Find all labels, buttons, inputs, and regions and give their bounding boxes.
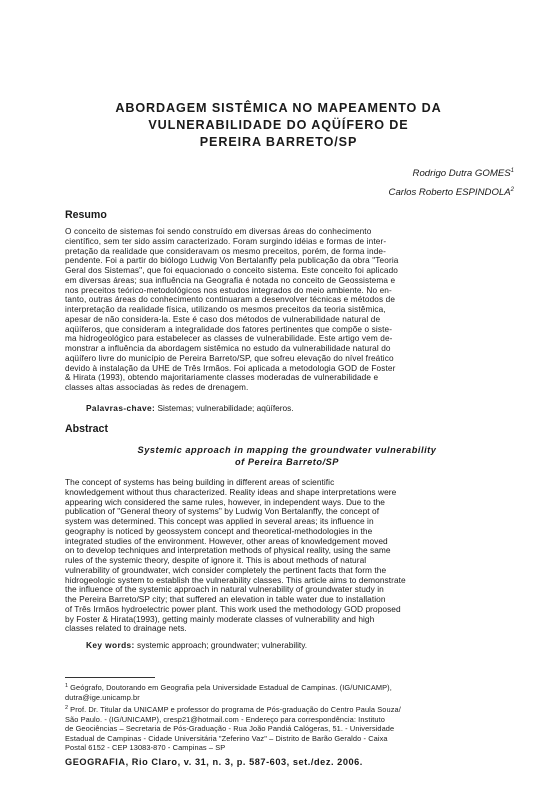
abstract-title-line: Systemic approach in mapping the groundwater vulnerability <box>137 445 437 455</box>
footnote <box>65 682 509 702</box>
resumo-keywords <box>86 403 294 413</box>
footnote-mark: 1 <box>65 683 69 689</box>
footnote-mark: 1 <box>510 168 514 174</box>
author-name: Rodrigo Dutra GOMES <box>412 168 511 179</box>
footnote-mark: 2 <box>65 705 69 711</box>
author-name: Carlos Roberto ESPINDOLA <box>388 187 511 198</box>
author <box>389 163 514 182</box>
author <box>389 182 514 201</box>
keywords-label: Key words: <box>86 640 135 650</box>
keywords-text: systemic approach; groundwater; vulnerability. <box>137 640 308 650</box>
journal-citation: GEOGRAFIA, Rio Claro, v. 31, n. 3, p. 587-603, set./dez. 2006. <box>65 757 363 767</box>
resumo-heading: Resumo <box>65 209 107 221</box>
title-line: PEREIRA BARRETO/SP <box>199 135 358 149</box>
resumo-text: O conceito de sistemas foi sendo construído em diversas áreas do conhecimento científico, sem ter sido assim caracterizado. Foram surgindo idéias e formas de inter- pretação da realidade que consideravam os mesmo preceitos, porém, de forma inde- pendente. Foi a partir do biólogo Ludwig Von Bertalanffy pela publicação da obra "Teoria Geral dos Sistemas", que foi equacionado o conceito sistema. Este conceito foi aplicado em diversas áreas; sua influência na Geografia é notada no conceito de Geossistema e nos preceitos teórico-metodológicos nos estudos integrados do meio ambiente. No en- tanto, outras áreas do conhecimento continuaram a desenvolver técnicas e métodos de interpretação da realidade física, utilizando os mesmos preceitos da teoria sistêmica, apesar de não considera-la. Este é caso dos métodos de vulnerabilidade natural de aqüíferos, que consideram a integralidade dos fatores pertinentes que compõe o siste- ma hidrogeológico para estabelecer as classes de vulnerabilidade. Este artigo vem de- monstrar a influência da abordagem sistêmica no estudo da vulnerabilidade natural do aqüífero livre do município de Pereira Barreto/SP, que sofreu elevação do nível freático devido à instalação da UHE de Três Irmãos. Foi aplicada a metodologia GOD de Foster & Hirata (1993), obtendo majoritariamente classes moderadas de vulnerabilidade e classes altas associadas às redes de drenagem. <box>65 227 399 392</box>
abstract-heading: Abstract <box>65 423 108 435</box>
footnote-text: Geógrafo, Doutorando em Geografia pela Universidade Estadual de Campinas. (IG/UNICAMP), dutra@ige.unicamp.br <box>65 683 392 702</box>
footnote-mark: 2 <box>510 187 514 193</box>
author-list <box>389 163 514 201</box>
title-line: VULNERABILIDADE DO AQÜÍFERO DE <box>148 118 409 132</box>
abstract-text: The concept of systems has being building in different areas of scientific knowledgement without thus characterized. Reality ideas and shape interpretations were appearing wich considered the same rules, however, in independent ways. Due to the publication of "General theory of systems" by Ludwig Von Bertalanffy, the concept of system was determined. This concept was applied in several areas; its influence in geography is noticed by geossystem concept and theoretical-methodologies in the integrated studies of the environment. However, other areas of knowledgement moved on to develop techniques and interpretation methods of physical reality, using the same rules of the systemic theory, despite of ignore it. This is about methods of natural vulnerability of groundwater, wich consider completely the pertinent facts that form the hidrogeologic system to establish the vulnerability classes. This article aims to demonstrate the influence of the systemic approach in natural vulnerability of groundwater study in the Pereira Barreto/SP city; that suffered an elevation in table water due to installation of Três Irmãos hydroelectric power plant. This work used the methodology GOD proposed by Foster & Hirata(1993), getting mainly moderate classes of vulnerability and high classes related to drainage nets. <box>65 477 406 634</box>
footnote-divider <box>65 677 155 678</box>
abstract-keywords <box>86 640 307 650</box>
abstract-title <box>65 444 509 468</box>
footnote-text: Prof. Dr. Titular da UNICAMP e professor do programa de Pós-graduação do Centro Paula Souza/ São Paulo. - (IG/UNICAMP), cresp21@hotmail.com - Endereço para correspondência: Instituto de Geociências – Secretaria de Pós-Graduação - Rua João Pandiá Calógeras, 51. - Universidade Estadual de Campinas - Cidade Universitária "Zeferino Vaz" – Distrito de Barão Geraldo - Caixa Postal 6152 - CEP 13083-870 - Campinas – SP <box>65 705 401 753</box>
keywords-label: Palavras-chave: <box>86 403 156 413</box>
abstract-title-line: of Pereira Barreto/SP <box>235 457 339 467</box>
article-title <box>60 100 497 151</box>
keywords-text: Sistemas; vulnerabilidade; aqüíferos. <box>157 403 294 413</box>
title-line: ABORDAGEM SISTÊMICA NO MAPEAMENTO DA <box>115 101 442 115</box>
footnote <box>65 704 509 753</box>
